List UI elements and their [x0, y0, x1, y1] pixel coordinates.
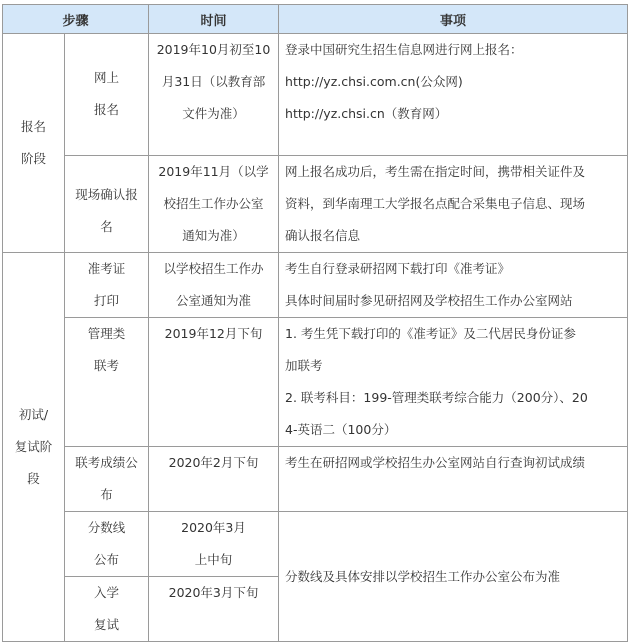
time-text: 2019年11月（以学	[158, 164, 269, 179]
time-text: 月31日（以教育部	[161, 74, 266, 89]
step-cell	[65, 34, 149, 156]
item-text: 登录中国研究生招生信息网进行网上报名：	[285, 42, 523, 57]
table-row	[3, 318, 628, 447]
header-steps: 步骤	[3, 5, 149, 34]
time-text: 公室通知为准	[176, 293, 252, 308]
item-cell	[279, 318, 628, 447]
step-text: 分数线	[87, 520, 126, 535]
time-text: 2020年2月下旬	[168, 455, 259, 470]
step-text: 入学	[94, 585, 120, 600]
item-text: 确认报名信息	[285, 228, 361, 243]
step-cell	[65, 318, 149, 447]
step-text: 布	[100, 487, 113, 502]
step-text: 打印	[94, 293, 120, 308]
time-cell	[149, 447, 279, 512]
item-cell	[279, 512, 628, 642]
schedule-table	[2, 4, 628, 642]
step-text: 名	[100, 219, 113, 234]
time-text: 2020年3月下旬	[168, 585, 259, 600]
item-text: 1. 考生凭下载打印的《准考证》及二代居民身份证参	[285, 326, 576, 341]
stage-text: 复试阶	[14, 439, 53, 454]
stage-cell-exam	[3, 253, 65, 642]
step-text: 准考证	[87, 261, 126, 276]
time-cell	[149, 512, 279, 577]
step-cell	[65, 577, 149, 642]
header-items: 事项	[279, 5, 628, 34]
table-row	[3, 34, 628, 156]
item-cell	[279, 253, 628, 318]
item-text: 加联考	[285, 358, 323, 373]
stage-text: 初试/	[18, 407, 49, 422]
time-text: 以学校招生工作办	[163, 261, 264, 276]
item-text: http://yz.chsi.cn（教育网）	[285, 106, 448, 121]
table-row	[3, 156, 628, 253]
item-cell	[279, 34, 628, 156]
step-text: 现场确认报	[75, 187, 138, 202]
step-text: 联考成绩公	[75, 455, 138, 470]
item-cell	[279, 447, 628, 512]
item-text: 4-英语二（100分）	[285, 422, 397, 437]
item-text: 考生在研招网或学校招生办公室网站自行查询初试成绩	[285, 455, 586, 470]
step-text: 复试	[94, 617, 120, 632]
time-text: 文件为准）	[182, 106, 245, 121]
time-text: 通知为准）	[182, 228, 245, 243]
step-text: 报名	[94, 102, 120, 117]
item-text: 分数线及具体安排以学校招生工作办公室公布为准	[285, 568, 561, 584]
step-text: 公布	[94, 552, 120, 567]
step-cell	[65, 512, 149, 577]
stage-text: 阶段	[20, 151, 46, 166]
item-text: 网上报名成功后，考生需在指定时间，携带相关证件及	[285, 164, 586, 179]
item-text: 考生自行登录研招网下载打印《准考证》	[285, 261, 511, 276]
stage-text: 报名	[20, 119, 46, 134]
step-cell	[65, 447, 149, 512]
stage-text: 段	[27, 471, 40, 486]
step-text: 网上	[94, 70, 120, 85]
step-cell	[65, 156, 149, 253]
time-cell	[149, 34, 279, 156]
time-cell	[149, 577, 279, 642]
time-text: 校招生工作办公室	[163, 196, 264, 211]
step-cell	[65, 253, 149, 318]
step-text: 管理类	[87, 326, 126, 341]
time-text: 2020年3月	[181, 520, 246, 535]
step-text: 联考	[94, 358, 120, 373]
item-text: http://yz.chsi.com.cn(公众网)	[285, 74, 463, 89]
item-cell	[279, 156, 628, 253]
header-time: 时间	[149, 5, 279, 34]
header-row	[3, 5, 628, 34]
table-row	[3, 447, 628, 512]
item-text: 资料，到华南理工大学报名点配合采集电子信息、现场	[285, 196, 586, 211]
time-text: 2019年10月初至10	[156, 42, 271, 57]
item-text: 2. 联考科目：199-管理类联考综合能力（200分）、20	[285, 390, 588, 405]
item-text: 具体时间届时参见研招网及学校招生工作办公室网站	[285, 293, 573, 308]
time-text: 2019年12月下旬	[164, 326, 263, 341]
time-cell	[149, 156, 279, 253]
time-cell	[149, 318, 279, 447]
stage-cell-registration	[3, 34, 65, 253]
time-cell	[149, 253, 279, 318]
table-row	[3, 253, 628, 318]
time-text: 上中旬	[194, 552, 233, 567]
table-row	[3, 512, 628, 577]
